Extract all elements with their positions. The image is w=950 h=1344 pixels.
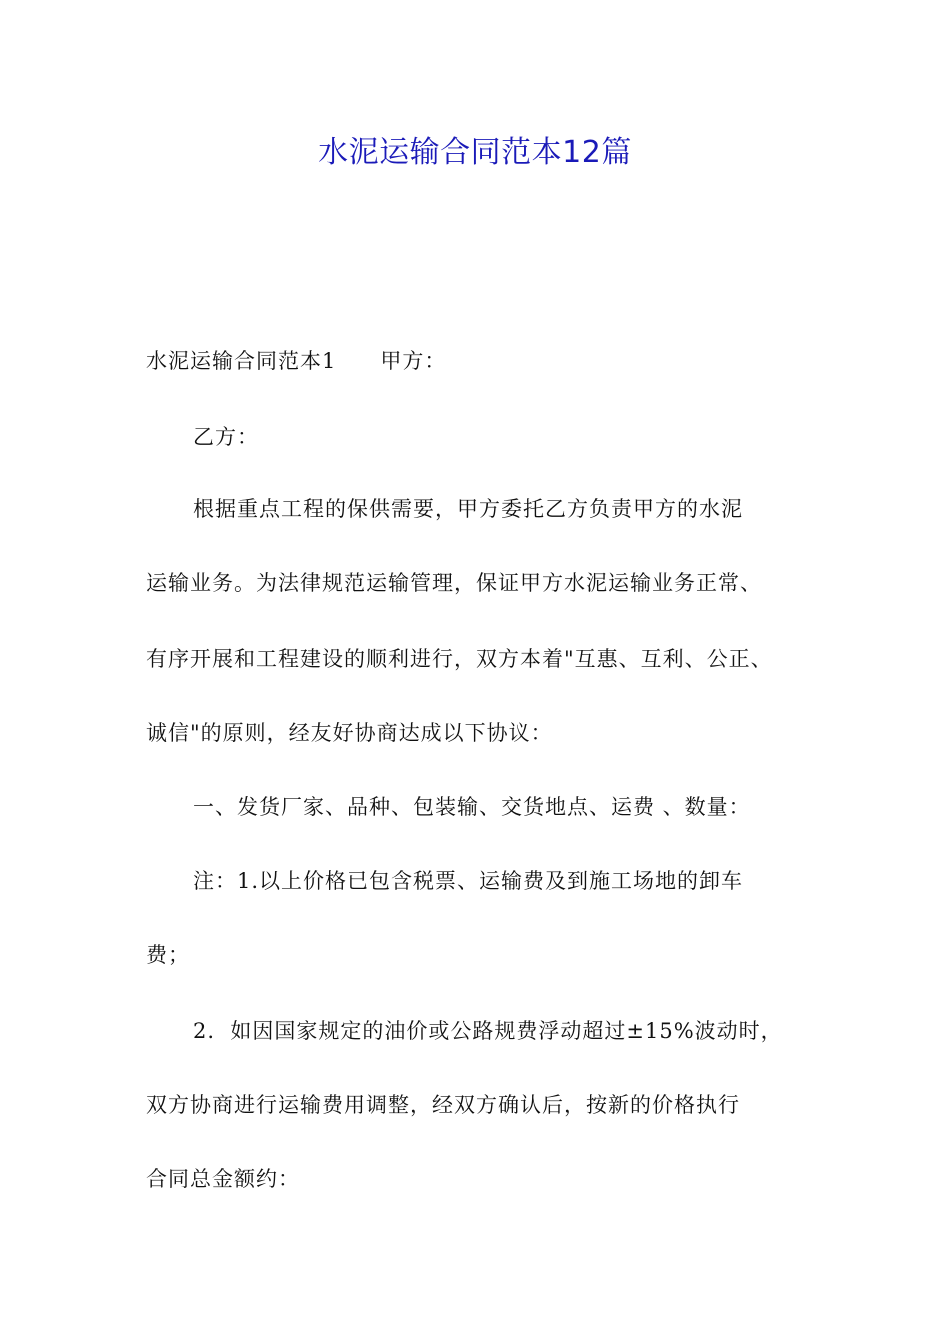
party-b-line: 乙方： (193, 425, 259, 449)
contract-heading-line: 水泥运输合同范本1 甲方： (146, 349, 447, 373)
note-two-line: 2. 如因国家规定的油价或公路规费浮动超过±15%波动时， (193, 1019, 783, 1043)
note-line: 注：1.以上价格已包含税票、运输费及到施工场地的卸车 (193, 869, 744, 893)
document-title: 水泥运输合同范本12篇 (318, 135, 632, 170)
paragraph-line: 诚信"的原则，经友好协商达成以下协议： (146, 721, 553, 745)
total-amount-line: 合同总金额约： (146, 1167, 300, 1191)
paragraph-line: 运输业务。为法律规范运输管理，保证甲方水泥运输业务正常、 (146, 571, 762, 595)
paragraph-line: 有序开展和工程建设的顺利进行，双方本着"互惠、互利、公正、 (146, 647, 773, 671)
note-two-line: 双方协商进行运输费用调整，经双方确认后，按新的价格执行 (146, 1093, 740, 1117)
paragraph-line: 根据重点工程的保供需要，甲方委托乙方负责甲方的水泥 (193, 497, 743, 521)
note-line: 费； (146, 943, 190, 967)
section-one-line: 一、发货厂家、品种、包装输、交货地点、运费 、数量： (193, 795, 751, 819)
